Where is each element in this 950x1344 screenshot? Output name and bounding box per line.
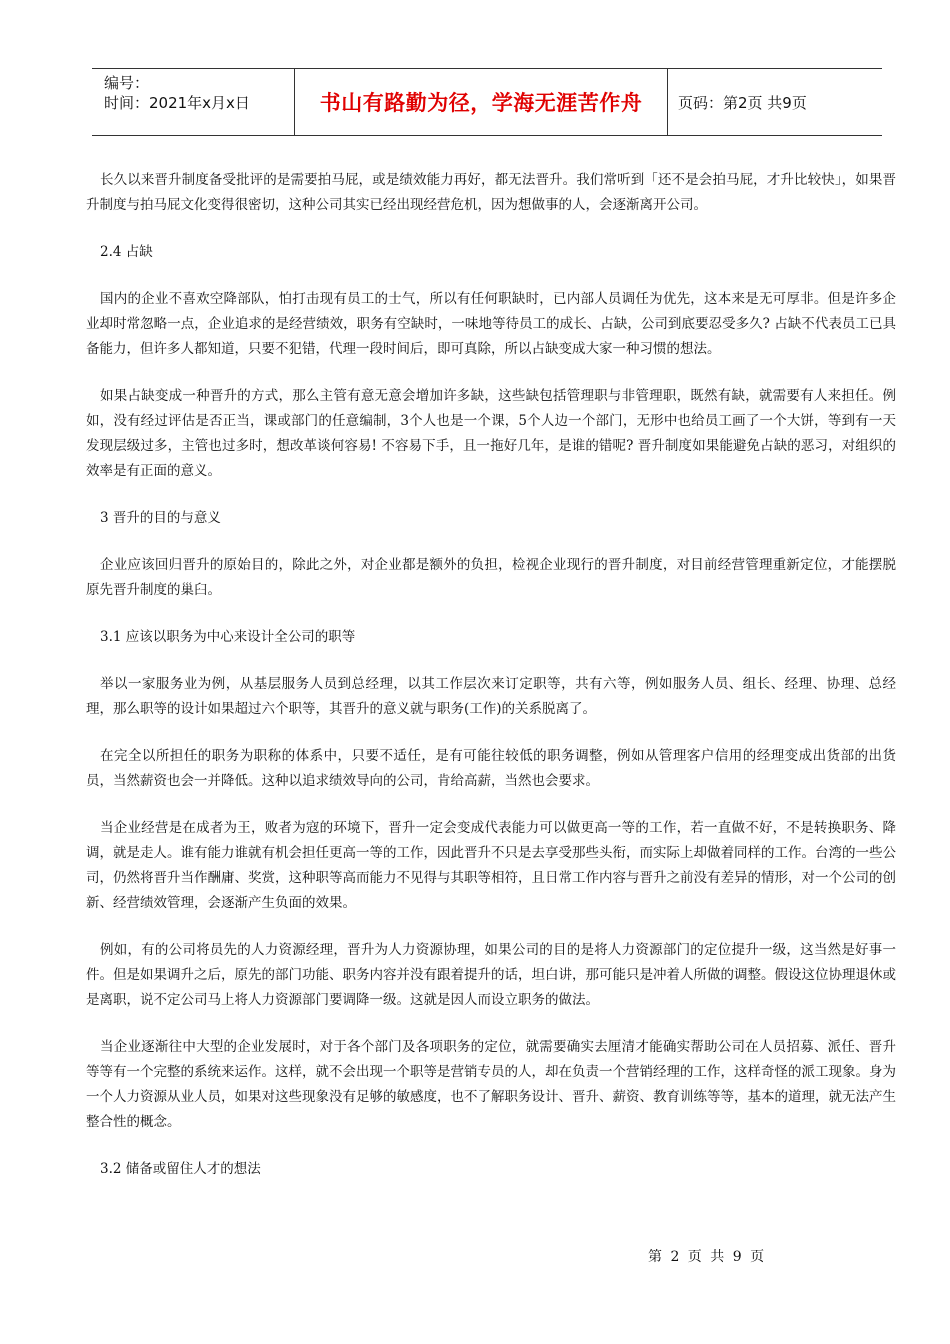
body-paragraph: 国内的企业不喜欢空降部队，怕打击现有员工的士气，所以有任何职缺时，已内部人员调任为优先，这本来是无可厚非。但是许多企业却时常忽略一点，企业追求的是经营绩效，职务有空缺时，一味地等待员工的成长、占缺，公司到底要忍受多久? 占缺不代表员工已具备能力，但许多人都知道，只要不犯错，代理一段时间后，即可真除，所以占缺变成大家一种习惯的想法。 xyxy=(86,291,896,357)
body-paragraph: 在完全以所担任的职务为职称的体系中，只要不适任，是有可能往较低的职务调整，例如从管理客户信用的经理变成出货部的出货员，当然薪资也会一并降低。这种以追求绩效导向的公司，肯给高薪，当然也会要求。 xyxy=(86,748,896,789)
section-heading: 3 晋升的目的与意义 xyxy=(100,510,221,526)
document-header xyxy=(92,68,882,136)
body-paragraph: 当企业经营是在成者为王，败者为寇的环境下，晋升一定会变成代表能力可以做更高一等的工作，若一直做不好，不是转换职务、降调，就是走人。谁有能力谁就有机会担任更高一等的工作，因此晋升不只是去享受那些头衔，而实际上却做着同样的工作。台湾的一些公司，仍然将晋升当作酬庸、奖赏，这种职等高而能力不见得与其职等相符，且日常工作内容与晋升之前没有差异的情形，对一个公司的创新、经营绩效管理，会逐渐产生负面的效果。 xyxy=(86,820,896,911)
section-heading: 3.1 应该以职务为中心来设计全公司的职等 xyxy=(100,629,356,645)
body-paragraph: 例如，有的公司将员先的人力资源经理，晋升为人力资源协理，如果公司的目的是将人力资源部门的定位提升一级，这当然是好事一件。但是如果调升之后，原先的部门功能、职务内容并没有跟着提升的话，坦白讲，那可能只是冲着人所做的调整。假设这位协理退休或是离职，说不定公司马上将人力资源部门要调降一级。这就是因人而设立职务的做法。 xyxy=(86,942,896,1008)
document-body xyxy=(86,168,896,1204)
body-paragraph: 如果占缺变成一种晋升的方式，那么主管有意无意会增加许多缺，这些缺包括管理职与非管理职，既然有缺，就需要有人来担任。例如，没有经过评估是否正当，课或部门的任意编制，3个人也是一个课，5个人边一个部门，无形中也给员工画了一个大饼，等到有一天发现层级过多，主管也过多时，想改革谈何容易! 不容易下手，且一拖好几年，是谁的错呢? 晋升制度如果能避免占缺的恶习，对组织的效率是有正面的意义。 xyxy=(86,388,896,479)
document-time-label: 时间：2021年x月x日 xyxy=(104,94,250,112)
body-paragraph: 举以一家服务业为例，从基层服务人员到总经理，以其工作层次来订定职等，共有六等，例如服务人员、组长、经理、协理、总经理，那么职等的设计如果超过六个职等，其晋升的意义就与职务(工作)的关系脱离了。 xyxy=(86,676,896,717)
page-footer: 第 2 页 共 9 页 xyxy=(648,1249,767,1265)
document-number-label: 编号： xyxy=(104,74,150,92)
header-meta xyxy=(92,69,294,135)
body-paragraph: 长久以来晋升制度备受批评的是需要拍马屁，或是绩效能力再好，都无法晋升。我们常听到「还不是会拍马屁，才升比较快」，如果晋升制度与拍马屁文化变得很密切，这种公司其实已经出现经营危机，因为想做事的人，会逐渐离开公司。 xyxy=(86,172,896,213)
body-paragraph: 当企业逐渐往中大型的企业发展时，对于各个部门及各项职务的定位，就需要确实去厘清才能确实帮助公司在人员招募、派任、晋升等等有一个完整的系统来运作。这样，就不会出现一个职等是营销专员的人，却在负责一个营销经理的工作，这样奇怪的派工现象。身为一个人力资源从业人员，如果对这些现象没有足够的敏感度，也不了解职务设计、晋升、薪资、教育训练等等，基本的道理，就无法产生整合性的概念。 xyxy=(86,1039,896,1130)
header-page-label: 页码：第2页 共9页 xyxy=(678,93,807,112)
header-motto: 书山有路勤为径，学海无涯苦作舟 xyxy=(294,69,668,135)
body-paragraph: 企业应该回归晋升的原始目的，除此之外，对企业都是额外的负担，检视企业现行的晋升制度，对目前经营管理重新定位，才能摆脱原先晋升制度的巢臼。 xyxy=(86,557,896,598)
section-heading: 2.4 占缺 xyxy=(100,244,153,260)
section-heading: 3.2 储备或留住人才的想法 xyxy=(100,1161,261,1177)
